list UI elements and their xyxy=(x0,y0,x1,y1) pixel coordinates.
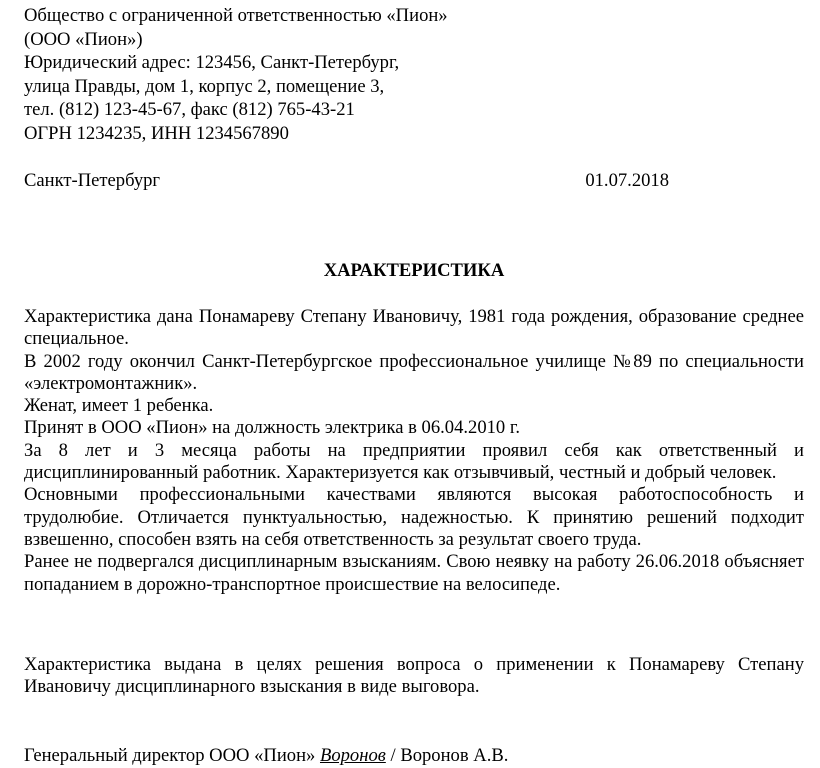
document-title: ХАРАКТЕРИСТИКА xyxy=(323,260,505,281)
closing-paragraph: Характеристика выдана в целях решения вопроса о применении к Понамареву Степану Ивановичу дисциплинарного взыскания в виде выговора. xyxy=(24,654,804,698)
body-paragraph: Основными профессиональными качествами являются высокая работоспособность и трудолюбие. Отличается пунктуальностью, надежностью. К принятию решений подходит взвешенно, способен взять на себя ответственность за результат своего труда. xyxy=(24,484,804,550)
place-date-row xyxy=(24,169,669,193)
org-street-address: улица Правды, дом 1, корпус 2, помещение 3, xyxy=(24,75,385,97)
document-body xyxy=(24,306,804,596)
signature-separator: / xyxy=(390,745,396,766)
org-phone-fax: тел. (812) 123-45-67, факс (812) 765-43-21 xyxy=(24,99,355,120)
body-paragraph: За 8 лет и 3 месяца работы на предприятии проявил себя как ответственный и дисциплинированный работник. Характеризуется как отзывчивый, честный и добрый человек. xyxy=(24,439,804,484)
org-legal-address: Юридический адрес: 123456, Санкт-Петербург, xyxy=(24,52,400,73)
signer-name: Воронов А.В. xyxy=(400,745,509,766)
body-paragraph: Принят в ООО «Пион» на должность электрика в 06.04.2010 г. xyxy=(24,417,521,439)
document-date: 01.07.2018 xyxy=(585,170,669,191)
body-paragraph: Женат, имеет 1 ребенка. xyxy=(24,395,214,417)
body-paragraph: Характеристика дана Понамареву Степану Ивановичу, 1981 года рождения, образование среднее специальное. xyxy=(24,306,804,350)
org-registration-numbers: ОГРН 1234235, ИНН 1234567890 xyxy=(24,122,289,144)
document-place: Санкт-Петербург xyxy=(24,170,161,191)
org-short-name: (ООО «Пион») xyxy=(24,28,143,50)
body-paragraph: В 2002 году окончил Санкт-Петербургское профессиональное училище №89 по специальности «электромонтажник». xyxy=(24,350,804,394)
org-full-name: Общество с ограниченной ответственностью «Пион» xyxy=(24,5,448,26)
signer-position: Генеральный директор ООО «Пион» xyxy=(24,745,316,766)
organization-header xyxy=(24,4,804,145)
signature-block xyxy=(24,744,508,768)
document-page xyxy=(24,4,804,766)
closing-statement xyxy=(24,654,804,699)
handwritten-signature: Воронов xyxy=(319,745,386,766)
body-paragraph: Ранее не подвергался дисциплинарным взысканиям. Свою неявку на работу 26.06.2018 объясняет попаданием в дорожно-транспортное происшествие на велосипеде. xyxy=(24,551,804,595)
